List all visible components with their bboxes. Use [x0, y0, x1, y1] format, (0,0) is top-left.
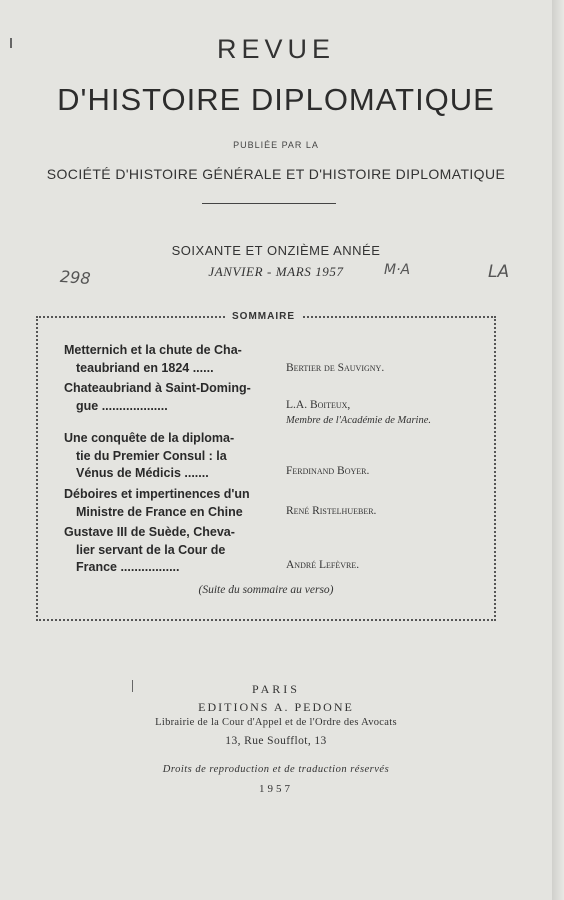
article-title-line: teaubriand en 1824 ......	[76, 360, 214, 375]
handwritten-note-middle: M·A	[384, 262, 411, 278]
article-author	[286, 398, 486, 428]
year-label: SOIXANTE ET ONZIÈME ANNÉE	[171, 243, 381, 258]
society-name: SOCIÉTÉ D'HISTOIRE GÉNÉRALE ET D'HISTOIRE DIPLOMATIQUE	[46, 166, 506, 182]
publisher-city: PARIS	[252, 682, 300, 696]
publication-year: 1957	[259, 783, 293, 795]
article-title-line: Chateaubriand à Saint-Doming-	[64, 381, 251, 395]
publisher-name: EDITIONS A. PEDONE	[198, 700, 354, 714]
handwritten-note-left: 298	[59, 266, 92, 289]
author-note: Membre de l'Académie de Marine.	[286, 415, 432, 426]
author-name: René Ristelhueber.	[286, 505, 377, 517]
article-author	[286, 464, 486, 479]
article-title-line: Déboires et impertinences d'un	[64, 487, 250, 501]
sommaire-label: SOMMAIRE	[226, 311, 301, 322]
author-name: L.A. Boiteux,	[286, 399, 351, 411]
page-edge	[552, 0, 564, 900]
article-title	[64, 342, 276, 377]
article-title-line: Vénus de Médicis .......	[76, 466, 209, 480]
article-title-line: gue ...................	[76, 398, 168, 413]
journal-title-line1: REVUE	[216, 34, 336, 64]
publisher-library: Librairie de la Cour d'Appel et de l'Ordre des Avocats	[155, 717, 397, 728]
article-title	[64, 524, 276, 577]
author-name: Ferdinand Boyer.	[286, 465, 370, 477]
article-title-line: Metternich et la chute de Cha-	[64, 343, 242, 357]
author-name: Bertier de Sauvigny.	[286, 362, 385, 374]
article-title-line: Gustave III de Suède, Cheva-	[64, 525, 235, 539]
handwritten-note-right: LA	[488, 262, 510, 282]
article-title	[64, 380, 276, 415]
article-title-line: Une conquête de la diploma-	[64, 431, 235, 445]
article-title-line: France .................	[76, 560, 180, 574]
sommaire-continuation: (Suite du sommaire au verso)	[198, 584, 334, 596]
article-title-line: tie du Premier Consul : la	[76, 448, 227, 463]
journal-title-line2: D'HISTOIRE DIPLOMATIQUE	[57, 82, 495, 117]
issue-date: JANVIER - MARS 1957	[208, 264, 344, 279]
publisher-address: 13, Rue Soufflot, 13	[225, 735, 327, 747]
rights-notice: Droits de reproduction et de traduction réservés	[162, 764, 390, 775]
article-author	[286, 504, 486, 519]
article-author	[286, 361, 486, 376]
author-name: André Lefèvre.	[286, 559, 360, 571]
article-title-line: lier servant de la Cour de	[76, 542, 226, 557]
divider	[202, 203, 336, 204]
published-by: PUBLIÉE PAR LA	[233, 140, 319, 150]
article-title-line: Ministre de France en Chine	[76, 504, 243, 519]
article-title	[64, 430, 276, 483]
article-author	[286, 558, 486, 573]
article-title	[64, 486, 276, 521]
